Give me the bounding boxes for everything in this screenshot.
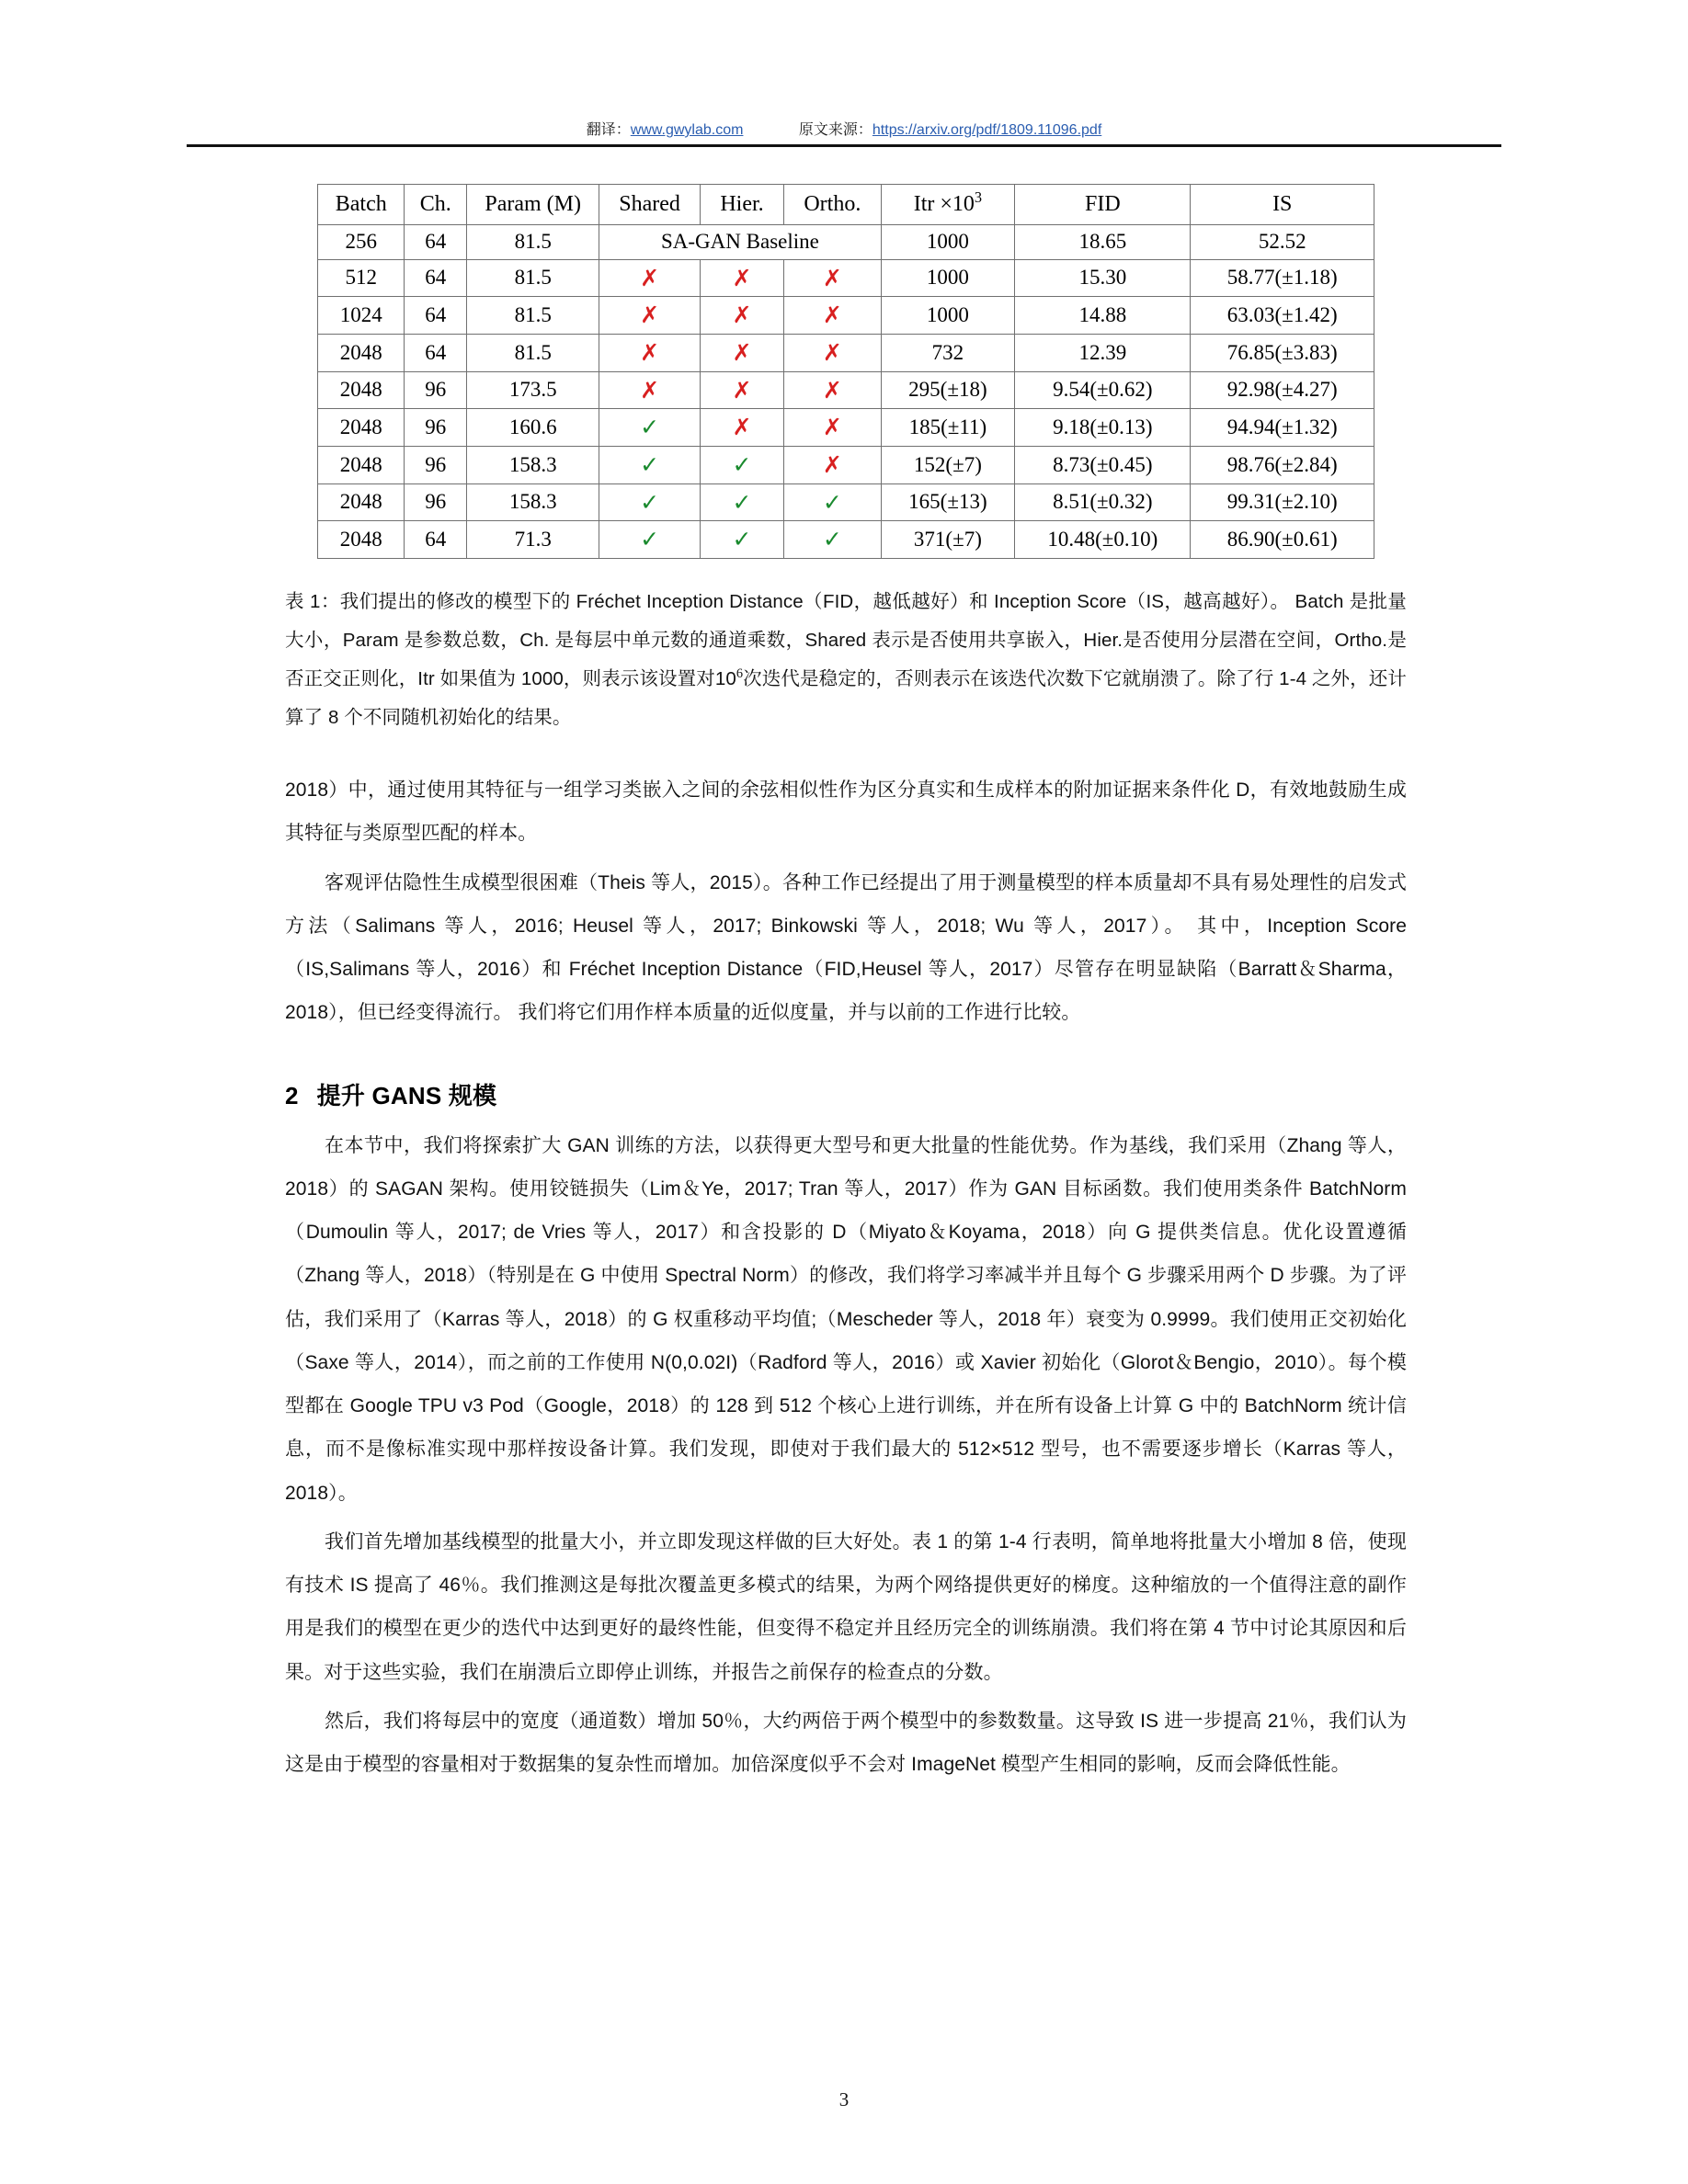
cell-shared	[599, 483, 701, 521]
cell-is: 92.98(±4.27)	[1191, 371, 1374, 409]
cell-ch: 64	[405, 335, 467, 372]
cell-ortho	[784, 335, 881, 372]
caption-sup-exponent: 6	[736, 666, 744, 682]
translation-link[interactable]: www.gwylab.com	[630, 122, 744, 138]
cross-icon: ✗	[732, 264, 752, 291]
check-icon: ✓	[732, 526, 752, 553]
col-header-shared: Shared	[599, 185, 701, 225]
cell-itr: 165(±13)	[881, 483, 1015, 521]
check-icon: ✓	[732, 488, 752, 516]
paragraph-conditioning: 2018）中，通过使用其特征与一组学习类嵌入之间的余弦相似性作为区分真实和生成样本的附加证据来条件化 D，有效地鼓励生成其特征与类原型匹配的样本。	[285, 779, 1407, 845]
table-1-wrapper	[317, 184, 1374, 559]
col-header-itr	[881, 185, 1015, 225]
cell-is: 76.85(±3.83)	[1191, 335, 1374, 372]
cell-ch: 64	[405, 521, 467, 559]
cell-shared	[599, 259, 701, 297]
cell-ch: 96	[405, 483, 467, 521]
cell-itr: 732	[881, 335, 1015, 372]
cell-fid: 18.65	[1015, 225, 1191, 260]
cell-ch: 96	[405, 447, 467, 484]
cell-shared	[599, 447, 701, 484]
cell-is: 52.52	[1191, 225, 1374, 260]
table-1-caption	[285, 583, 1407, 737]
cell-param: 160.6	[467, 409, 599, 447]
cell-batch: 2048	[318, 447, 405, 484]
cross-icon: ✗	[822, 264, 842, 291]
paragraph-batch-size: 我们首先增加基线模型的批量大小，并立即发现这样做的巨大好处。表 1 的第 1-4 行表明，简单地将批量大小增加 8 倍，使现有技术 IS 提高了 46％。我们推测这是每批次覆盖更多模式的结果，为两个网络提供更好的梯度。这种缩放的一个值得注意的副作用是我们的模型在更少的迭代中达到更好的最终性能，但变得不稳定并且经历完全的训练崩溃。我们将在第 4 节中讨论其原因和后果。对于这些实验，我们在崩溃后立即停止训练，并报告之前保存的检查点的分数。	[285, 1530, 1407, 1683]
cell-baseline-label: SA-GAN Baseline	[599, 225, 881, 260]
cross-icon: ✗	[822, 414, 842, 441]
source-label: 原文来源：	[798, 122, 873, 138]
translation-label: 翻译：	[586, 122, 631, 138]
cell-hier	[700, 447, 783, 484]
cell-itr: 295(±18)	[881, 371, 1015, 409]
table-row	[318, 409, 1374, 447]
caption-part-1: 表 1：我们提出的修改的模型下的 Fréchet Inception Distance（FID，越低越好）和 Inception Score（IS，越高越好）。 Batch 是批量大小，Param 是参数总数，Ch. 是每层中单元数的通道乘数，Shared 表示是否使用共享嵌入，Hier.是否使用分层潜在空间，Ortho.是否正交正则化，Itr 如果值为 1000，则表示该设置对	[285, 590, 1407, 690]
cross-icon: ✗	[640, 339, 660, 367]
cell-ortho	[784, 483, 881, 521]
cell-batch: 512	[318, 259, 405, 297]
cell-shared	[599, 521, 701, 559]
cell-is: 99.31(±2.10)	[1191, 483, 1374, 521]
cross-icon: ✗	[732, 376, 752, 404]
cell-ortho	[784, 409, 881, 447]
page-number: 3	[838, 2088, 850, 2110]
cell-param: 81.5	[467, 297, 599, 335]
cross-icon: ✗	[732, 301, 752, 329]
cell-ortho	[784, 297, 881, 335]
col-header-is: IS	[1191, 185, 1374, 225]
section-heading-2	[285, 1077, 1407, 1111]
cell-itr: 152(±7)	[881, 447, 1015, 484]
check-icon: ✓	[822, 488, 842, 516]
check-icon: ✓	[640, 451, 660, 479]
cell-hier	[700, 371, 783, 409]
cell-ch: 64	[405, 225, 467, 260]
cell-param: 81.5	[467, 335, 599, 372]
paragraph-evaluation: 客观评估隐性生成模型很困难（Theis 等人，2015）。各种工作已经提出了用于测量模型的样本质量却不具有易处理性的启发式方法（Salimans 等人，2016; Heusel 等人，2017; Binkowski 等人，2018; Wu 等人，2017）。 其中，Inception Score（IS,Salimans 等人，2016）和 Fréchet Inception Distance（FID,Heusel 等人，2017）尽管存在明显缺陷（Barratt＆Sharma，2018），但已经变得流行。 我们将它们用作样本质量的近似度量，并与以前的工作进行比较。	[285, 871, 1407, 1024]
section-number: 2	[285, 1081, 299, 1109]
cell-fid: 12.39	[1015, 335, 1191, 372]
cell-ortho	[784, 447, 881, 484]
col-header-hier: Hier.	[700, 185, 783, 225]
cell-fid: 8.73(±0.45)	[1015, 447, 1191, 484]
cross-icon: ✗	[822, 376, 842, 404]
cell-shared	[599, 335, 701, 372]
col-header-ortho: Ortho.	[784, 185, 881, 225]
table-body	[318, 225, 1374, 559]
check-icon: ✓	[822, 526, 842, 553]
cell-shared	[599, 371, 701, 409]
col-header-batch: Batch	[318, 185, 405, 225]
page-content	[285, 184, 1407, 1792]
cell-is: 98.76(±2.84)	[1191, 447, 1374, 484]
translation-credit	[587, 118, 744, 139]
cell-is: 86.90(±0.61)	[1191, 521, 1374, 559]
cross-icon: ✗	[732, 414, 752, 441]
cell-is: 63.03(±1.42)	[1191, 297, 1374, 335]
cell-batch: 1024	[318, 297, 405, 335]
cell-itr: 371(±7)	[881, 521, 1015, 559]
cell-hier	[700, 335, 783, 372]
cell-batch: 2048	[318, 521, 405, 559]
cell-ortho	[784, 521, 881, 559]
check-icon: ✓	[640, 488, 660, 516]
results-table	[317, 184, 1374, 559]
cell-ortho	[784, 371, 881, 409]
check-icon: ✓	[732, 451, 752, 479]
cell-param: 81.5	[467, 225, 599, 260]
cross-icon: ✗	[822, 339, 842, 367]
cell-param: 173.5	[467, 371, 599, 409]
col-header-fid: FID	[1015, 185, 1191, 225]
check-icon: ✓	[640, 414, 660, 441]
paragraph-scaling-setup: 在本节中，我们将探索扩大 GAN 训练的方法，以获得更大型号和更大批量的性能优势。作为基线，我们采用（Zhang 等人，2018）的 SAGAN 架构。使用铰链损失（Lim＆Ye，2017; Tran 等人，2017）作为 GAN 目标函数。我们使用类条件 BatchNorm（Dumoulin 等人，2017; de Vries 等人，2017）和含投影的 D（Miyato＆Koyama，2018）向 G 提供类信息。优化设置遵循（Zhang 等人，2018）（特别是在 G 中使用 Spectral Norm）的修改，我们将学习率减半并且每个 G 步骤采用两个 D 步骤。为了评估，我们采用了（Karras 等人，2018）的 G 权重移动平均值;（Mescheder 等人，2018 年）衰变为 0.9999。我们使用正交初始化（Saxe 等人，2014），而之前的工作使用 N(0,0.02I)（Radford 等人，2016）或 Xavier 初始化（Glorot＆Bengio，2010）。每个模型都在 Google TPU v3 Pod（Google，2018）的 128 到 512 个核心上进行训练，并在所有设备上计算 G 中的 BatchNorm 统计信息，而不是像标准实现中那样按设备计算。我们发现，即使对于我们最大的 512×512 型号，也不需要逐步增长（Karras 等人，2018）。	[285, 1134, 1407, 1504]
cell-itr: 185(±11)	[881, 409, 1015, 447]
cell-hier	[700, 297, 783, 335]
cross-icon: ✗	[822, 301, 842, 329]
cell-batch: 2048	[318, 335, 405, 372]
cell-ch: 96	[405, 371, 467, 409]
cell-is: 58.77(±1.18)	[1191, 259, 1374, 297]
cell-is: 94.94(±1.32)	[1191, 409, 1374, 447]
caption-superscript	[715, 668, 743, 689]
cell-param: 71.3	[467, 521, 599, 559]
cell-itr: 1000	[881, 225, 1015, 260]
cell-ch: 64	[405, 297, 467, 335]
cell-batch: 2048	[318, 483, 405, 521]
translation-header	[0, 118, 1688, 139]
cell-param: 158.3	[467, 483, 599, 521]
paragraph-width: 然后，我们将每层中的宽度（通道数）增加 50％，大约两倍于两个模型中的参数数量。这导致 IS 进一步提高 21％，我们认为这是由于模型的容量相对于数据集的复杂性而增加。加倍深度似乎不会对 ImageNet 模型产生相同的影响，反而会降低性能。	[285, 1710, 1407, 1776]
cell-fid: 9.18(±0.13)	[1015, 409, 1191, 447]
cell-fid: 8.51(±0.32)	[1015, 483, 1191, 521]
cell-fid: 10.48(±0.10)	[1015, 521, 1191, 559]
table-row	[318, 521, 1374, 559]
cell-shared	[599, 297, 701, 335]
cell-param: 81.5	[467, 259, 599, 297]
cell-itr: 1000	[881, 297, 1015, 335]
table-row	[318, 225, 1374, 260]
cross-icon: ✗	[640, 301, 660, 329]
cell-shared	[599, 409, 701, 447]
header-divider	[187, 144, 1501, 147]
table-row	[318, 297, 1374, 335]
cell-hier	[700, 409, 783, 447]
cross-icon: ✗	[640, 376, 660, 404]
cell-ortho	[784, 259, 881, 297]
cell-hier	[700, 521, 783, 559]
table-row	[318, 371, 1374, 409]
cell-batch: 2048	[318, 409, 405, 447]
cell-hier	[700, 259, 783, 297]
section-title: 提升 GANS 规模	[316, 1081, 497, 1109]
source-credit	[799, 118, 1101, 139]
caption-part-2: 次迭代是稳定的，否则表示在该迭代次数下它就崩溃了。除了行 1-4 之外，还计算了 8 个不同随机初始化的结果。	[285, 668, 1407, 729]
check-icon: ✓	[640, 526, 660, 553]
table-row	[318, 259, 1374, 297]
caption-sup-base: 10	[714, 668, 736, 690]
col-header-ch: Ch.	[405, 185, 467, 225]
cell-ch: 96	[405, 409, 467, 447]
cell-batch: 256	[318, 225, 405, 260]
table-row	[318, 335, 1374, 372]
col-header-itr-exponent: 3	[974, 188, 983, 206]
table-header-row	[318, 185, 1374, 225]
cell-param: 158.3	[467, 447, 599, 484]
cell-ch: 64	[405, 259, 467, 297]
cross-icon: ✗	[822, 451, 842, 479]
cell-fid: 9.54(±0.62)	[1015, 371, 1191, 409]
col-header-itr-text: Itr ×10	[913, 192, 975, 216]
cell-itr: 1000	[881, 259, 1015, 297]
col-header-param: Param (M)	[467, 185, 599, 225]
source-link[interactable]: https://arxiv.org/pdf/1809.11096.pdf	[872, 122, 1102, 138]
cross-icon: ✗	[732, 339, 752, 367]
cell-hier	[700, 483, 783, 521]
table-row	[318, 447, 1374, 484]
table-row	[318, 483, 1374, 521]
cell-fid: 15.30	[1015, 259, 1191, 297]
cell-fid: 14.88	[1015, 297, 1191, 335]
cross-icon: ✗	[640, 264, 660, 291]
cell-batch: 2048	[318, 371, 405, 409]
